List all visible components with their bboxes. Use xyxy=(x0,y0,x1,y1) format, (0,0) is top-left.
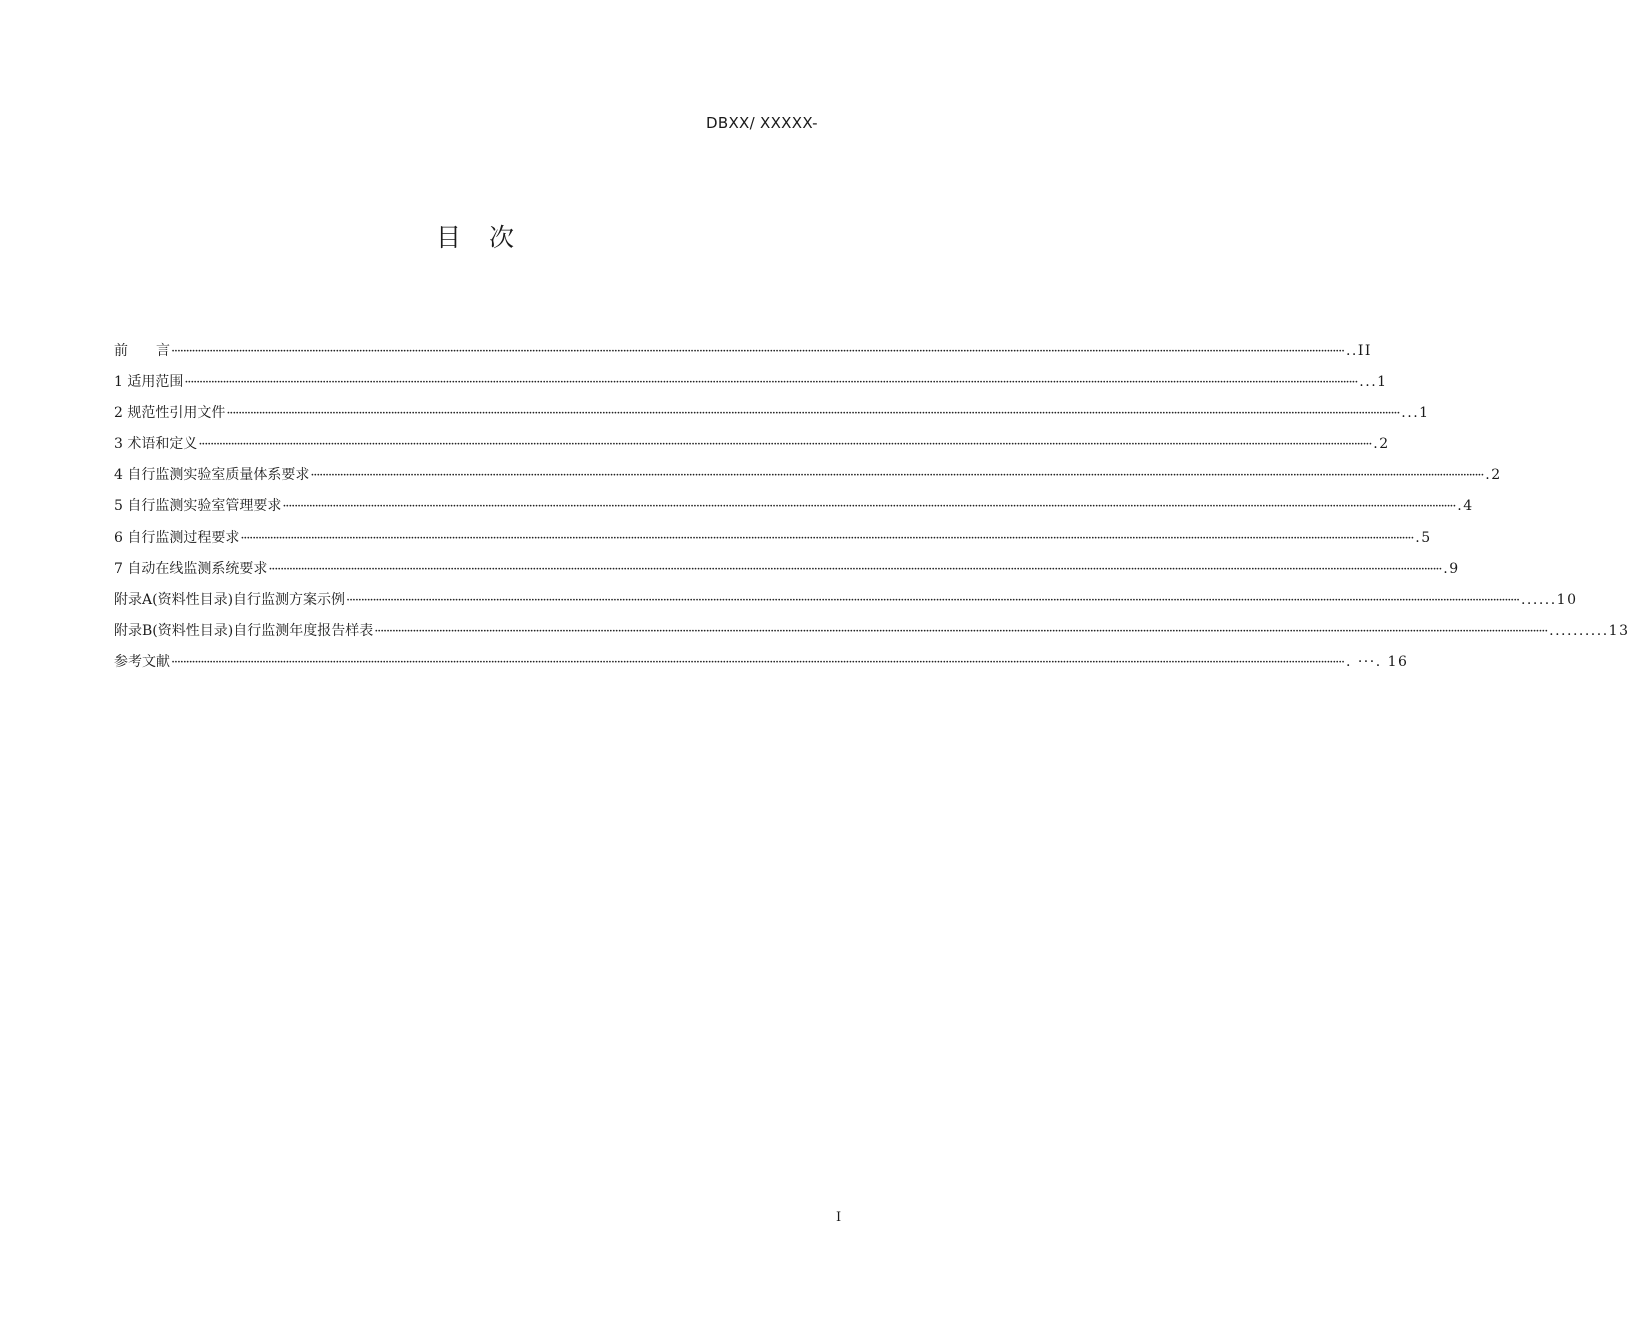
toc-entry-label: 前 言 xyxy=(114,343,170,359)
dot-leader: ················································································································································································································································································································································································································ xyxy=(268,561,1442,577)
dot-leader: ················································································································································································································································································································································································································ xyxy=(171,654,1344,670)
toc-entry-page: ..........13 xyxy=(1549,622,1629,639)
toc-entry-page: .2 xyxy=(1485,467,1502,484)
toc-entry-page: .2 xyxy=(1373,436,1390,453)
toc-entry-label: 2 规范性引用文件 xyxy=(114,405,226,422)
toc-entry-label: 6 自行监测过程要求 xyxy=(114,529,240,546)
toc-entry-label: 参考文献 xyxy=(114,653,170,670)
dot-leader: ················································································································································································································································································································································································································ xyxy=(171,344,1344,359)
dot-leader: ················································································································································································································································································································································································································ xyxy=(346,592,1519,608)
dot-leader: ················································································································································································································································································································································································································ xyxy=(240,530,1414,546)
toc-entry-page: ...1 xyxy=(1359,374,1388,391)
toc-entry-lab-management[interactable] xyxy=(114,493,1474,524)
toc-entry-appendix-a[interactable] xyxy=(114,587,1578,618)
table-of-contents xyxy=(114,338,1629,680)
toc-entry-bibliography[interactable] xyxy=(114,649,1409,680)
toc-entry-page: .4 xyxy=(1457,498,1474,515)
toc-entry-appendix-b[interactable] xyxy=(114,618,1629,649)
dot-leader: ················································································································································································································································································································································································································ xyxy=(282,499,1456,515)
dot-leader: ················································································································································································································································································································································································································ xyxy=(184,375,1358,391)
toc-entry-label: 3 术语和定义 xyxy=(114,436,198,453)
page-number: I xyxy=(836,1210,842,1225)
dot-leader: ················································································································································································································································································································································································································ xyxy=(374,623,1548,639)
dot-leader: ················································································································································································································································································································································································································ xyxy=(226,406,1400,422)
toc-entry-page: ..II xyxy=(1345,343,1372,359)
toc-entry-normative-references[interactable] xyxy=(114,400,1430,431)
toc-entry-online-monitoring[interactable] xyxy=(114,556,1460,587)
toc-entry-terms-definitions[interactable] xyxy=(114,431,1390,462)
page-title: 目次 xyxy=(435,223,542,252)
toc-entry-label: 5 自行监测实验室管理要求 xyxy=(114,498,282,515)
document-code: DBXX/ XXXXX- xyxy=(706,114,818,132)
toc-entry-label: 4 自行监测实验室质量体系要求 xyxy=(114,467,310,484)
toc-entry-scope[interactable] xyxy=(114,369,1388,400)
toc-entry-label: 附录B(资料性目录)自行监测年度报告样表 xyxy=(114,622,374,639)
toc-entry-label: 1 适用范围 xyxy=(114,374,184,391)
toc-entry-label: 7 自动在线监测系统要求 xyxy=(114,560,268,577)
toc-entry-page: . ···. 16 xyxy=(1345,653,1409,670)
toc-entry-process-requirements[interactable] xyxy=(114,525,1432,556)
toc-entry-page: ......10 xyxy=(1520,591,1578,608)
toc-entry-foreword[interactable] xyxy=(114,338,1372,369)
toc-entry-page: .9 xyxy=(1443,560,1460,577)
toc-entry-label: 附录A(资料性目录)自行监测方案示例 xyxy=(114,591,346,608)
dot-leader: ················································································································································································································································································································································································································ xyxy=(198,437,1372,453)
toc-entry-page: ...1 xyxy=(1401,405,1430,422)
dot-leader: ················································································································································································································································································································································································································ xyxy=(310,468,1484,484)
toc-entry-quality-system[interactable] xyxy=(114,462,1502,493)
toc-entry-page: .5 xyxy=(1415,529,1432,546)
